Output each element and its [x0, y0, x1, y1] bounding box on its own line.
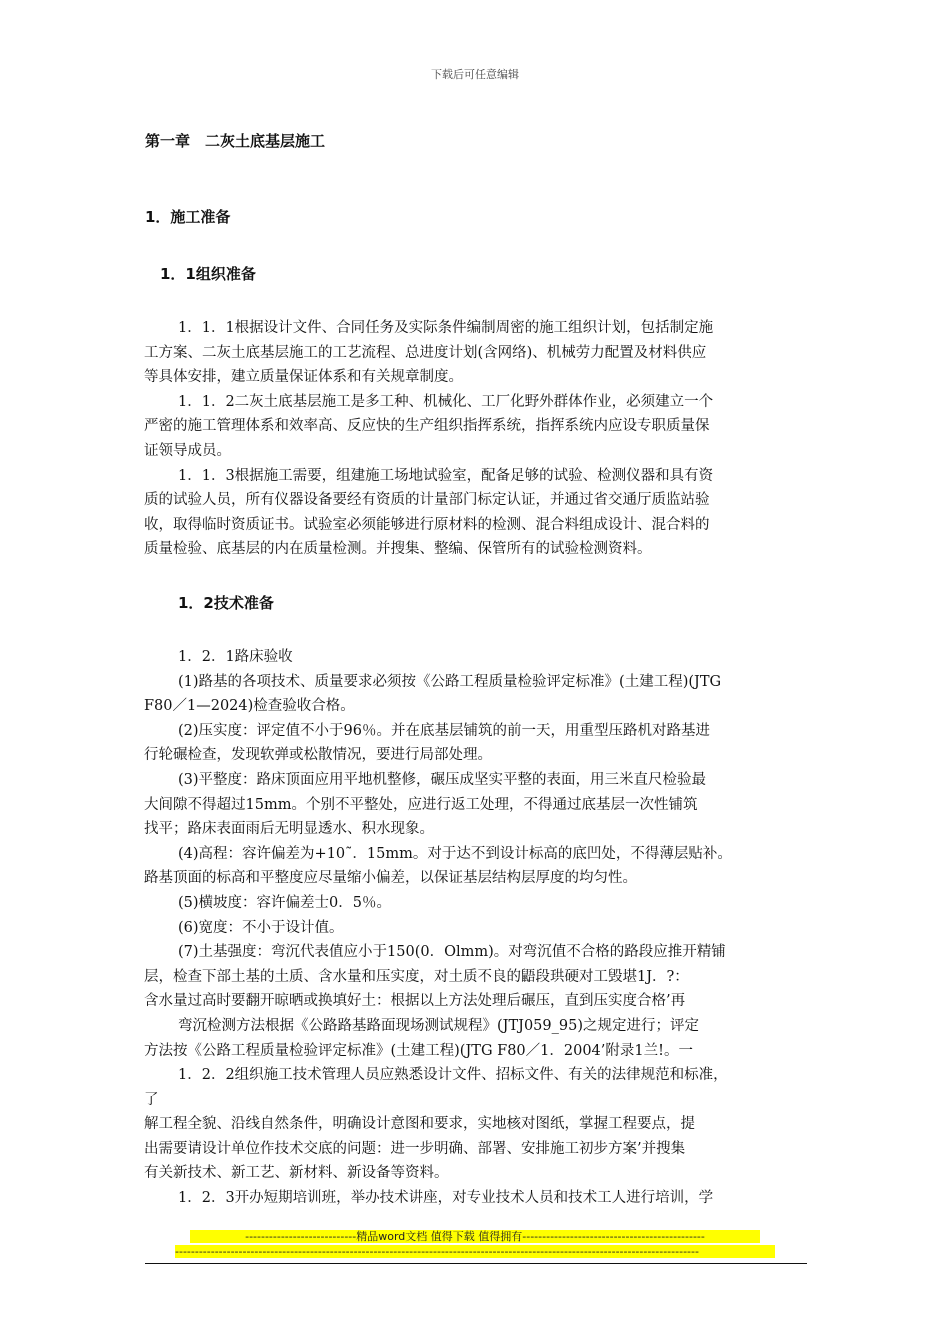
text-line: 含水量过高时要翻开晾晒或换填好土：根据以上方法处理后碾压，直到压实度合格’再	[144, 993, 686, 1010]
chapter-title: 第一章 二灰土底基层施工	[145, 132, 326, 150]
text-line: 1．2．2组织施工技术管理人员应熟悉设计文件、招标文件、有关的法律规范和标准，	[178, 1067, 728, 1084]
text-line: 解工程全貌、沿线自然条件，明确设计意图和要求，实地核对图纸，掌握工程要点，提	[144, 1116, 695, 1133]
footer-banner-line-2: ------------------------------------------------------------------------------------------------------------------------------------	[175, 1245, 775, 1258]
section-heading-1: 1．施工准备	[145, 208, 231, 226]
text-line: 找平；路床表面雨后无明显透水、积水现象。	[144, 821, 434, 838]
text-line: 收，取得临时资质证书。试验室必须能够进行原材料的检测、混合料组成设计、混合料的	[144, 516, 710, 533]
text-line: 质的试验人员，所有仪器设备要经有资质的计量部门标定认证，并通过省交通厅质监站验	[144, 492, 710, 509]
text-line: 有关新技术、新工艺、新材料、新设备等资料。	[144, 1165, 449, 1182]
text-line: 层，检查下部土基的土质、含水量和压实度，对土质不良的鼯段珙硬对工毁堪1J．?：	[144, 968, 689, 985]
footer-banner-line-1: ----------------------------精品word文档 值得下载 值得拥有----------------------------------------------	[190, 1230, 760, 1243]
text-line: 了	[144, 1091, 159, 1108]
text-line: (2)压实度：评定值不小于96％。并在底基层铺筑的前一天，用重型压路机对路基进	[178, 722, 710, 739]
paragraph-block-1-2	[144, 645, 824, 1211]
text-line: (1)路基的各项技术、质量要求必须按《公路工程质量检验评定标准》(土建工程)(JTG	[178, 673, 722, 690]
text-line: 1．1．3根据施工需要，组建施工场地试验室，配备足够的试验、检测仪器和具有资	[178, 467, 714, 484]
text-line: 大间隙不得超过15mm。个别不平整处，应进行返工处理，不得通过底基层一次性铺筑	[144, 796, 698, 813]
text-line: 证领导成员。	[144, 442, 231, 459]
section-heading-1-2: 1．2技术准备	[178, 594, 274, 612]
text-line: 质量检验、底基层的内在质量检测。并搜集、整编、保管所有的试验检测资料。	[144, 541, 652, 558]
text-line: (5)横坡度：容许偏差士0．5％。	[178, 894, 391, 911]
text-line: F80／1—2024)检查验收合格。	[144, 698, 355, 715]
text-line: (3)平整度：路床顶面应用平地机整修，碾压成坚实平整的表面，用三米直尺检验最	[178, 771, 707, 788]
text-line: 严密的施工管理体系和效率高、反应快的生产组织指挥系统，指挥系统内应设专职质量保	[144, 418, 710, 435]
text-line: (6)宽度：不小于设计值。	[178, 919, 344, 936]
text-line: 1．1．2二灰土底基层施工是多工种、机械化、工厂化野外群体作业，必须建立一个	[178, 393, 714, 410]
paragraph-block-1-1	[144, 316, 824, 562]
text-line: (4)高程：容许偏差为+10˜．15mm。对于达不到设计标高的底凹处，不得薄层贴补。	[178, 845, 732, 862]
text-line: 1．1．1根据设计文件、合同任务及实际条件编制周密的施工组织计划，包括制定施	[178, 320, 714, 336]
text-line: 工方案、二灰土底基层施工的工艺流程、总进度计划(含网络)、机械劳力配置及材料供应	[144, 344, 707, 361]
text-line: 路基顶面的标高和平整度应尽量缩小偏差，以保证基层结构层厚度的均匀性。	[144, 870, 637, 887]
text-line: 行轮碾检查，发现软弹或松散情况，要进行局部处理。	[144, 747, 492, 764]
text-line: 1．2．1路床验收	[178, 649, 293, 665]
page-header: 下载后可任意编辑	[431, 68, 519, 81]
text-line: 方法按《公路工程质量检验评定标准》(土建工程)(JTG F80／1．2004’附录1兰!。一	[144, 1042, 693, 1059]
text-line: 出需要请设计单位作技术交底的问题：进一步明确、部署、安排施工初步方案’并搜集	[144, 1140, 686, 1157]
section-heading-1-1: 1．1组织准备	[160, 265, 256, 283]
text-line: 1．2．3开办短期培训班，举办技术讲座，对专业技术人员和技术工人进行培训，学	[178, 1190, 714, 1207]
footer-rule	[145, 1263, 807, 1264]
text-line: (7)土基强度：弯沉代表值应小于150(0．Olmm)。对弯沉值不合格的路段应推开精铺	[178, 944, 726, 961]
text-line: 等具体安排，建立质量保证体系和有关规章制度。	[144, 369, 463, 386]
text-line: 弯沉检测方法根据《公路路基路面现场测试规程》(JTJ059_95)之规定进行；评定	[178, 1017, 699, 1034]
